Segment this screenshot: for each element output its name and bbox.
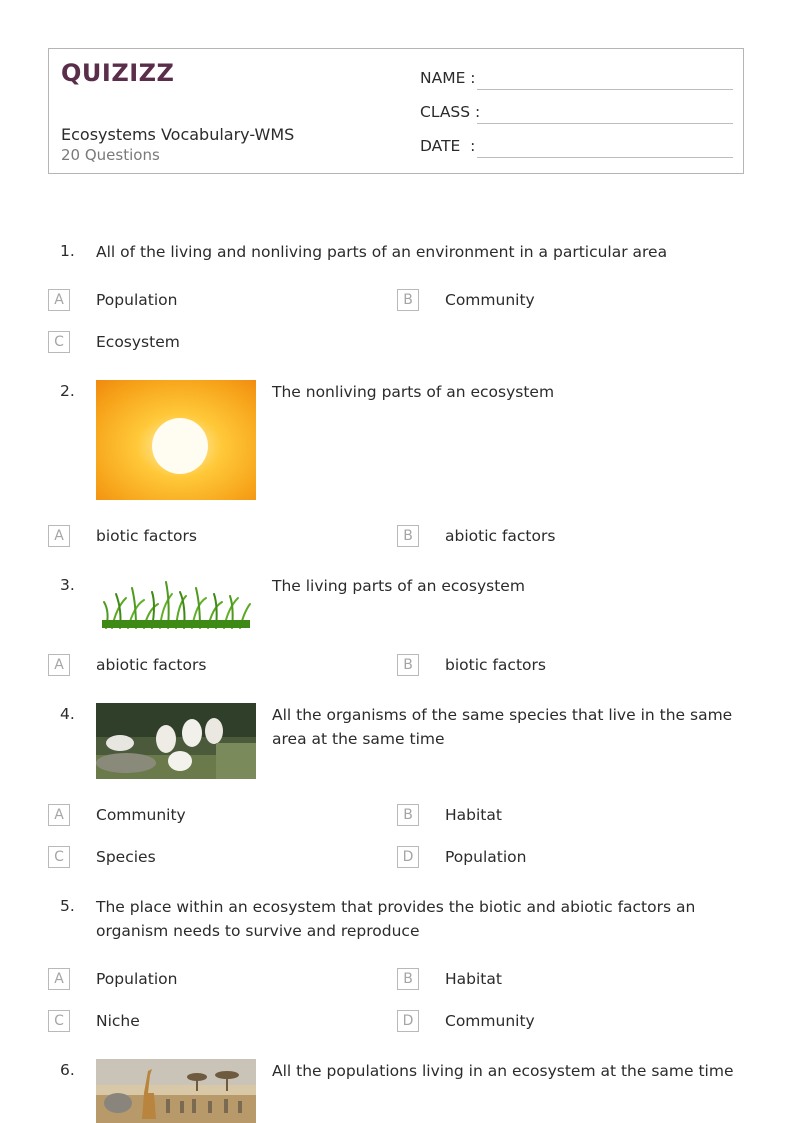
question-number: 5.	[60, 897, 75, 915]
name-line	[477, 89, 733, 90]
option-text: biotic factors	[445, 656, 546, 674]
option-text: abiotic factors	[445, 527, 556, 545]
option-box-b[interactable]: B	[397, 654, 419, 676]
option-box-a[interactable]: A	[48, 804, 70, 826]
option-text: Ecosystem	[96, 333, 180, 351]
date-line	[477, 157, 733, 158]
question-number: 4.	[60, 705, 75, 723]
worksheet-header	[48, 48, 744, 174]
question-text: All the organisms of the same species that live in the same area at the same time	[272, 706, 733, 748]
worksheet-title: Ecosystems Vocabulary-WMS	[61, 125, 295, 144]
option-box-a[interactable]: A	[48, 289, 70, 311]
grass-image	[96, 574, 256, 630]
option-text: Habitat	[445, 806, 502, 824]
question-count: 20 Questions	[61, 146, 160, 164]
option-text: Community	[445, 1012, 535, 1030]
option-box-d[interactable]: D	[397, 846, 419, 868]
name-label: NAME :	[420, 69, 476, 87]
savanna-image	[96, 1059, 256, 1123]
option-text: Population	[96, 970, 178, 988]
question-number: 3.	[60, 576, 75, 594]
question-text: The place within an ecosystem that provides the biotic and abiotic factors an organism needs to survive and reproduce	[96, 898, 696, 940]
question-text: The nonliving parts of an ecosystem	[272, 383, 555, 401]
option-text: Community	[445, 291, 535, 309]
option-box-d[interactable]: D	[397, 1010, 419, 1032]
option-box-b[interactable]: B	[397, 289, 419, 311]
option-box-c[interactable]: C	[48, 1010, 70, 1032]
option-box-b[interactable]: B	[397, 968, 419, 990]
date-label: DATE :	[420, 137, 476, 155]
option-box-a[interactable]: A	[48, 525, 70, 547]
quizizz-logo: QUIZIZZ	[61, 59, 175, 87]
option-text: Community	[96, 806, 186, 824]
option-text: Population	[96, 291, 178, 309]
option-text: Species	[96, 848, 156, 866]
option-text: Niche	[96, 1012, 140, 1030]
class-line	[477, 123, 733, 124]
question-text: All of the living and nonliving parts of an environment in a particular area	[96, 243, 668, 261]
option-box-a[interactable]: A	[48, 968, 70, 990]
option-text: Habitat	[445, 970, 502, 988]
question-number: 2.	[60, 382, 75, 400]
question-text: All the populations living in an ecosystem at the same time	[272, 1062, 734, 1080]
class-label: CLASS :	[420, 103, 481, 121]
sun-image	[96, 380, 256, 500]
question-number: 1.	[60, 242, 75, 260]
option-text: Population	[445, 848, 527, 866]
question-number: 6.	[60, 1061, 75, 1079]
option-text: abiotic factors	[96, 656, 207, 674]
option-text: biotic factors	[96, 527, 197, 545]
option-box-a[interactable]: A	[48, 654, 70, 676]
question-text: The living parts of an ecosystem	[272, 577, 525, 595]
option-box-b[interactable]: B	[397, 525, 419, 547]
wolves-image	[96, 703, 256, 779]
option-box-c[interactable]: C	[48, 331, 70, 353]
option-box-c[interactable]: C	[48, 846, 70, 868]
option-box-b[interactable]: B	[397, 804, 419, 826]
